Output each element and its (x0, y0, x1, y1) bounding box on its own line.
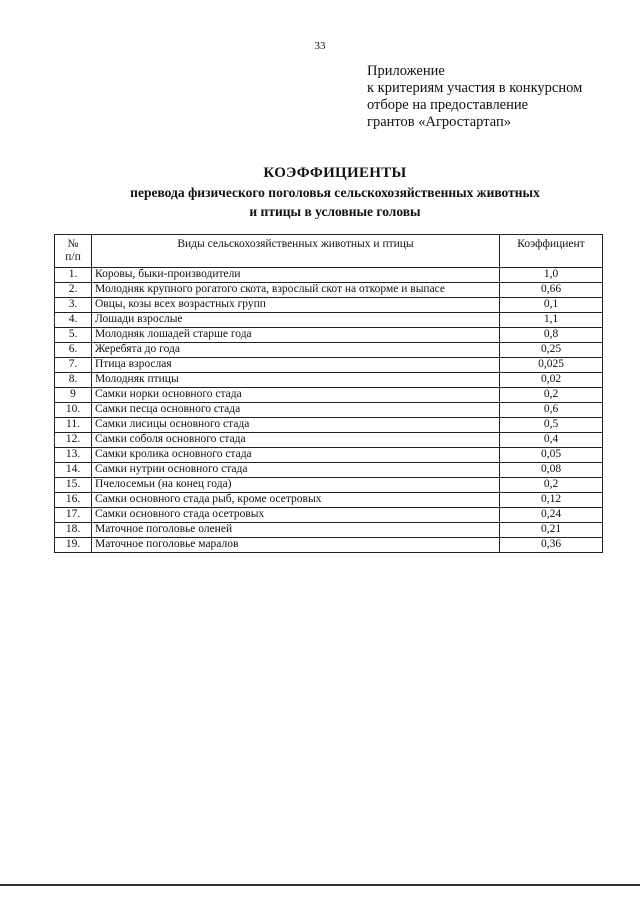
table-row (55, 448, 603, 463)
table-row (55, 268, 603, 283)
appendix-line: к критериям участия в конкурсном (367, 80, 583, 96)
row-number: 7. (55, 358, 92, 373)
row-animal-type: Молодняк лошадей старше года (92, 328, 500, 343)
row-animal-type: Птица взрослая (92, 358, 500, 373)
row-number: 16. (55, 493, 92, 508)
row-coefficient: 0,36 (500, 538, 603, 553)
row-coefficient: 0,025 (500, 358, 603, 373)
appendix-line: отборе на предоставление (367, 97, 529, 113)
row-number: 15. (55, 478, 92, 493)
row-number: 14. (55, 463, 92, 478)
table-body (55, 268, 603, 553)
row-number: 3. (55, 298, 92, 313)
row-coefficient: 1,0 (500, 268, 603, 283)
row-animal-type: Овцы, козы всех возрастных групп (92, 298, 500, 313)
row-animal-type: Самки норки основного стада (92, 388, 500, 403)
row-animal-type: Лошади взрослые (92, 313, 500, 328)
row-animal-type: Самки основного стада рыб, кроме осетровых (92, 493, 500, 508)
table-row (55, 283, 603, 298)
row-animal-type: Самки кролика основного стада (92, 448, 500, 463)
bottom-scan-edge (0, 884, 640, 886)
row-coefficient: 0,1 (500, 298, 603, 313)
header-animal-type: Виды сельскохозяйственных животных и птицы (92, 235, 500, 268)
row-coefficient: 0,8 (500, 328, 603, 343)
table-row (55, 343, 603, 358)
table-row (55, 418, 603, 433)
table-row (55, 478, 603, 493)
row-number: 8. (55, 373, 92, 388)
row-animal-type: Самки основного стада осетровых (92, 508, 500, 523)
row-animal-type: Самки песца основного стада (92, 403, 500, 418)
title-subtitle-line1: перевода физического поголовья сельскохозяйственных животных (130, 185, 540, 200)
row-coefficient: 0,66 (500, 283, 603, 298)
table-row (55, 358, 603, 373)
header-number-line1: № (67, 238, 79, 250)
document-title (40, 165, 630, 220)
row-coefficient: 0,05 (500, 448, 603, 463)
row-number: 11. (55, 418, 92, 433)
row-animal-type: Пчелосемьи (на конец года) (92, 478, 500, 493)
table-row (55, 493, 603, 508)
row-animal-type: Молодняк крупного рогатого скота, взрослый скот на откорме и выпасе (92, 283, 500, 298)
row-number: 2. (55, 283, 92, 298)
row-coefficient: 0,2 (500, 388, 603, 403)
row-number: 18. (55, 523, 92, 538)
table-row (55, 538, 603, 553)
table-row (55, 373, 603, 388)
row-number: 1. (55, 268, 92, 283)
row-number: 5. (55, 328, 92, 343)
row-coefficient: 0,02 (500, 373, 603, 388)
row-coefficient: 0,08 (500, 463, 603, 478)
row-number: 13. (55, 448, 92, 463)
row-animal-type: Молодняк птицы (92, 373, 500, 388)
row-animal-type: Маточное поголовье оленей (92, 523, 500, 538)
appendix-line: грантов «Агростартап» (367, 114, 512, 130)
row-animal-type: Жеребята до года (92, 343, 500, 358)
table-header-row (55, 235, 603, 268)
appendix-note (367, 63, 582, 131)
row-number: 10. (55, 403, 92, 418)
row-animal-type: Маточное поголовье маралов (92, 538, 500, 553)
row-number: 12. (55, 433, 92, 448)
row-number: 19. (55, 538, 92, 553)
table-row (55, 433, 603, 448)
row-number: 17. (55, 508, 92, 523)
row-animal-type: Самки нутрии основного стада (92, 463, 500, 478)
header-number (55, 235, 92, 268)
row-number: 6. (55, 343, 92, 358)
row-animal-type: Коровы, быки-производители (92, 268, 500, 283)
row-coefficient: 0,24 (500, 508, 603, 523)
table-row (55, 508, 603, 523)
coefficients-table (54, 234, 603, 553)
table-row (55, 463, 603, 478)
row-coefficient: 0,6 (500, 403, 603, 418)
title-main: КОЭФФИЦИЕНТЫ (263, 165, 407, 181)
header-coefficient: Коэффициент (500, 235, 603, 268)
header-number-line2: п/п (65, 251, 81, 263)
table-row (55, 523, 603, 538)
row-coefficient: 0,5 (500, 418, 603, 433)
row-number: 9 (55, 388, 92, 403)
table-row (55, 313, 603, 328)
row-coefficient: 0,21 (500, 523, 603, 538)
row-coefficient: 0,4 (500, 433, 603, 448)
row-coefficient: 1,1 (500, 313, 603, 328)
table-row (55, 328, 603, 343)
row-coefficient: 0,2 (500, 478, 603, 493)
table-row (55, 298, 603, 313)
row-animal-type: Самки лисицы основного стада (92, 418, 500, 433)
title-subtitle-line2: и птицы в условные головы (249, 204, 421, 219)
row-coefficient: 0,12 (500, 493, 603, 508)
table-row (55, 403, 603, 418)
table-row (55, 388, 603, 403)
row-number: 4. (55, 313, 92, 328)
row-animal-type: Самки соболя основного стада (92, 433, 500, 448)
appendix-line: Приложение (367, 63, 445, 79)
row-coefficient: 0,25 (500, 343, 603, 358)
page-number: 33 (314, 40, 326, 52)
